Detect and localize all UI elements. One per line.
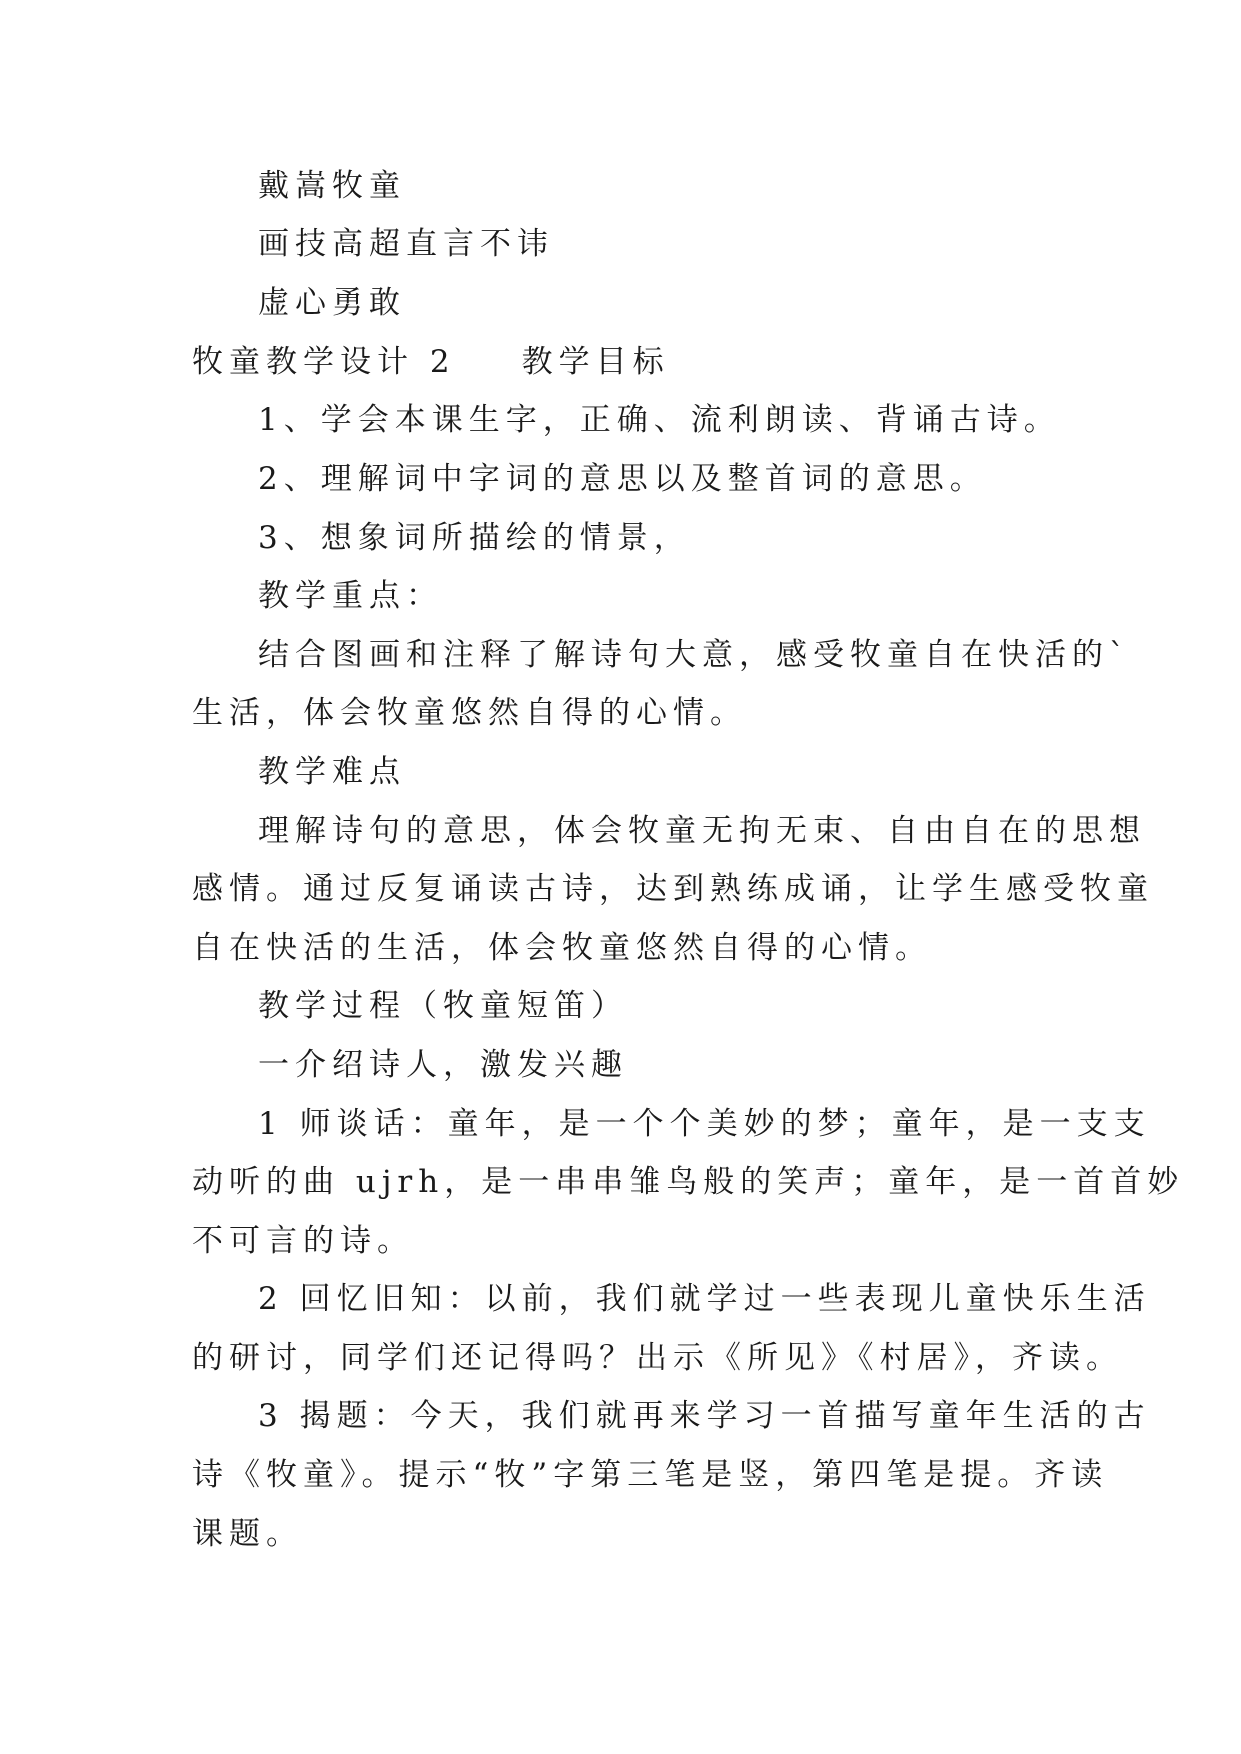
section-title: 牧童教学设计 2 <box>192 344 456 380</box>
text-line: 不可言的诗。 <box>192 1223 414 1259</box>
text-line: 理解诗句的意思，体会牧童无拘无束、自由自在的思想 <box>258 813 1146 849</box>
text-line: 感情。通过反复诵读古诗，达到熟练成诵，让学生感受牧童 <box>192 871 1154 907</box>
text-line: 2 回忆旧知：以前，我们就学过一些表现儿童快乐生活 <box>258 1281 1151 1317</box>
text-line: 1、学会本课生字，正确、流利朗读、背诵古诗。 <box>258 402 1061 438</box>
text-line: 3、想象词所描绘的情景， <box>258 520 691 556</box>
text-line: 画技高超直言不讳 <box>258 226 554 262</box>
text-line: 的研讨，同学们还记得吗？出示《所见》《村居》，齐读。 <box>192 1340 1123 1376</box>
section-heading <box>192 342 670 382</box>
text-line: 虚心勇敢 <box>258 285 406 321</box>
text-line: 课题。 <box>192 1516 303 1552</box>
text-line: 教学难点 <box>258 754 406 790</box>
text-line: 结合图画和注释了解诗句大意，感受牧童自在快活的` <box>258 637 1131 673</box>
text-line: 一介绍诗人，激发兴趣 <box>258 1047 628 1083</box>
text-line: 生活，体会牧童悠然自得的心情。 <box>192 695 747 731</box>
text-line: 教学过程（牧童短笛） <box>258 988 628 1024</box>
text-line: 教学重点： <box>258 578 443 614</box>
text-line: 3 揭题：今天，我们就再来学习一首描写童年生活的古 <box>258 1398 1151 1434</box>
text-line: 动听的曲 ujrh，是一串串雏鸟般的笑声；童年，是一首首妙 <box>192 1164 1185 1200</box>
text-line: 自在快活的生活，体会牧童悠然自得的心情。 <box>192 930 932 966</box>
text-line: 诗《牧童》。提示“牧”字第三笔是竖，第四笔是提。齐读 <box>192 1457 1109 1493</box>
text-line: 戴嵩牧童 <box>258 168 406 204</box>
text-line: 1 师谈话：童年，是一个个美妙的梦；童年，是一支支 <box>258 1106 1151 1142</box>
section-subtitle: 教学目标 <box>521 344 670 380</box>
text-line: 2、理解词中字词的意思以及整首词的意思。 <box>258 461 987 497</box>
